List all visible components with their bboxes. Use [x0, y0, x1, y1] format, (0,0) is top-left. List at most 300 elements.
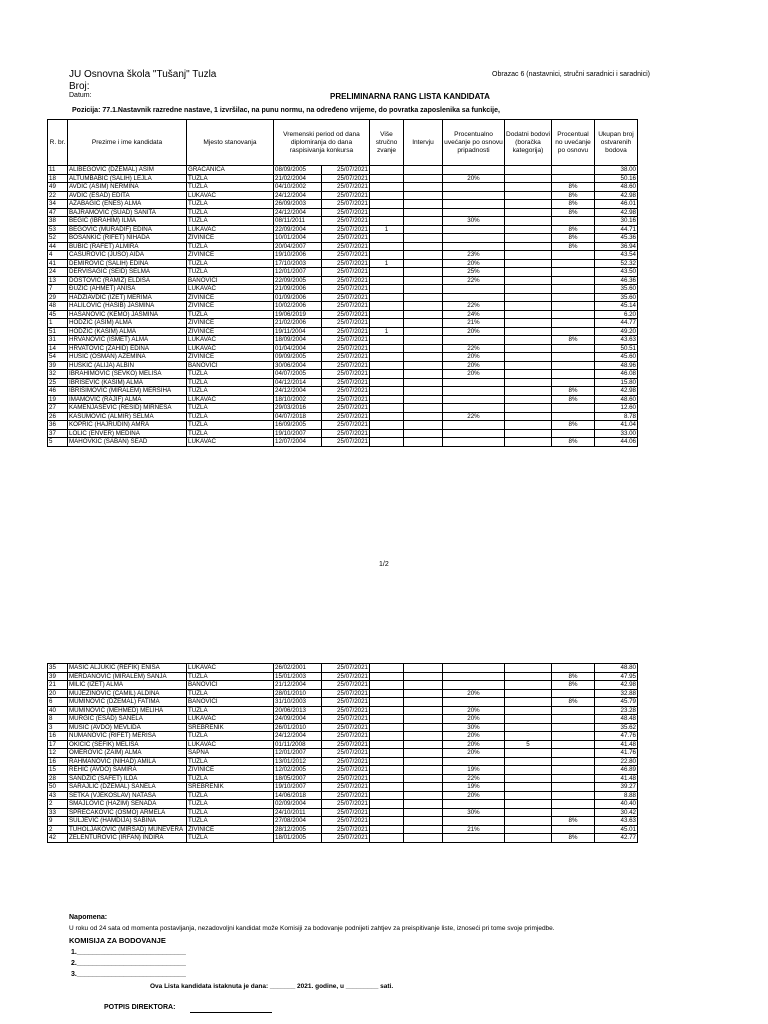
cell-ime: ZELENTUROVIĆ (IRFAN) INDIRA	[68, 834, 187, 843]
cell-date-konkurs: 25/07/2021	[322, 732, 370, 741]
cell-rbr: 42	[48, 834, 68, 843]
cell-date-konkurs: 25/07/2021	[322, 740, 370, 749]
cell-vise	[370, 698, 404, 707]
cell-date-diploma: 01/04/2004	[274, 344, 322, 353]
cell-date-konkurs: 25/07/2021	[322, 208, 370, 217]
cell-mjesto: SREBRENIK	[187, 783, 274, 792]
table-row	[48, 723, 638, 732]
cell-rbr: 18	[48, 174, 68, 183]
cell-proc2	[552, 757, 595, 766]
cell-intervju	[404, 310, 443, 319]
cell-proc: 20%	[443, 791, 505, 800]
col-header-bodovi: Dodatni bodovi (boračka kategorija)	[505, 120, 552, 166]
pozicija-text: Pozicija: 77.1.Nastavnik razredne nastave, 1 izvršilac, na punu normu, na određeno vrijeme, do povratka zaposlenika sa funkcije,	[72, 107, 500, 114]
cell-mjesto: TUZLA	[187, 817, 274, 826]
cell-bodovi	[505, 715, 552, 724]
cell-date-diploma: 14/06/2018	[274, 791, 322, 800]
cell-ukupan: 45.79	[595, 698, 638, 707]
table-row	[48, 732, 638, 741]
cell-mjesto: LUKAVAC	[187, 285, 274, 294]
cell-proc	[443, 698, 505, 707]
cell-date-diploma: 24/12/2004	[274, 387, 322, 396]
cell-vise	[370, 757, 404, 766]
cell-ukupan: 36.94	[595, 242, 638, 251]
cell-proc	[443, 208, 505, 217]
cell-rbr: 28	[48, 774, 68, 783]
cell-proc: 20%	[443, 706, 505, 715]
cell-bodovi	[505, 259, 552, 268]
cell-rbr: 11	[48, 166, 68, 175]
cell-proc	[443, 387, 505, 396]
cell-bodovi	[505, 774, 552, 783]
cell-bodovi	[505, 293, 552, 302]
cell-rbr: 51	[48, 327, 68, 336]
cell-intervju	[404, 825, 443, 834]
table-row	[48, 268, 638, 277]
cell-vise	[370, 783, 404, 792]
cell-rbr: 39	[48, 672, 68, 681]
cell-vise	[370, 336, 404, 345]
cell-mjesto: TUZLA	[187, 689, 274, 698]
cell-ukupan: 35.60	[595, 293, 638, 302]
table-row	[48, 174, 638, 183]
cell-ime: KAMENJAŠEVIĆ (REŠID) MIRNESA	[68, 404, 187, 413]
cell-date-diploma: 29/03/2016	[274, 404, 322, 413]
cell-intervju	[404, 723, 443, 732]
cell-mjesto: TUZLA	[187, 421, 274, 430]
cell-date-diploma: 26/02/2001	[274, 664, 322, 673]
cell-proc2: 8%	[552, 242, 595, 251]
cell-rbr: 6	[48, 698, 68, 707]
cell-mjesto: TUZLA	[187, 672, 274, 681]
cell-rbr: 35	[48, 664, 68, 673]
cell-proc2	[552, 302, 595, 311]
cell-vise	[370, 174, 404, 183]
cell-proc: 21%	[443, 319, 505, 328]
cell-proc2: 8%	[552, 438, 595, 447]
cell-mjesto: ŽIVINICE	[187, 302, 274, 311]
cell-mjesto: TUZLA	[187, 242, 274, 251]
cell-date-diploma: 21/02/2004	[274, 174, 322, 183]
cell-vise	[370, 808, 404, 817]
cell-ime: DERVIŠAGIĆ (SEID) SELMA	[68, 268, 187, 277]
cell-date-konkurs: 25/07/2021	[322, 808, 370, 817]
cell-rbr: 32	[48, 370, 68, 379]
cell-ukupan: 42.77	[595, 834, 638, 843]
cell-ime: BEGOVIĆ (MURADIF) EDINA	[68, 225, 187, 234]
cell-date-konkurs: 25/07/2021	[322, 344, 370, 353]
cell-bodovi	[505, 689, 552, 698]
table-row	[48, 353, 638, 362]
cell-proc	[443, 242, 505, 251]
cell-date-konkurs: 25/07/2021	[322, 766, 370, 775]
cell-proc	[443, 438, 505, 447]
cell-intervju	[404, 404, 443, 413]
cell-vise	[370, 774, 404, 783]
cell-intervju	[404, 438, 443, 447]
cell-intervju	[404, 732, 443, 741]
cell-rbr: 4	[48, 251, 68, 260]
cell-date-diploma: 24/12/2004	[274, 191, 322, 200]
cell-date-konkurs: 25/07/2021	[322, 353, 370, 362]
cell-date-konkurs: 25/07/2021	[322, 412, 370, 421]
cell-ukupan: 45.36	[595, 234, 638, 243]
cell-ime: MUMINOVIĆ (MEHMED) MELIHA	[68, 706, 187, 715]
rank-table-page-2	[47, 663, 638, 843]
cell-date-konkurs: 25/07/2021	[322, 757, 370, 766]
cell-date-konkurs: 25/07/2021	[322, 706, 370, 715]
cell-ukupan: 44.06	[595, 438, 638, 447]
table-row	[48, 276, 638, 285]
cell-proc: 22%	[443, 276, 505, 285]
cell-vise	[370, 412, 404, 421]
cell-rbr: 29	[48, 293, 68, 302]
table-row	[48, 429, 638, 438]
cell-rbr: 44	[48, 242, 68, 251]
napomena-heading: Napomena:	[69, 914, 108, 921]
cell-date-konkurs: 25/07/2021	[322, 234, 370, 243]
cell-ime: MURGIĆ (ESAD) SANELA	[68, 715, 187, 724]
cell-rbr: 14	[48, 344, 68, 353]
cell-proc2	[552, 664, 595, 673]
cell-proc	[443, 234, 505, 243]
cell-proc2	[552, 706, 595, 715]
cell-ukupan: 8.78	[595, 412, 638, 421]
cell-date-diploma: 08/11/2011	[274, 217, 322, 226]
cell-proc2	[552, 715, 595, 724]
potpis-signature-line	[190, 1012, 272, 1013]
table-row	[48, 672, 638, 681]
cell-ukupan: 47.76	[595, 732, 638, 741]
cell-proc2	[552, 740, 595, 749]
cell-bodovi	[505, 166, 552, 175]
cell-proc2	[552, 174, 595, 183]
cell-proc2	[552, 361, 595, 370]
cell-ime: KASUMOVIĆ (ALMIR) SELMA	[68, 412, 187, 421]
table-row	[48, 361, 638, 370]
cell-bodovi	[505, 217, 552, 226]
cell-proc2: 8%	[552, 672, 595, 681]
cell-date-konkurs: 25/07/2021	[322, 225, 370, 234]
cell-proc2: 8%	[552, 395, 595, 404]
cell-proc2	[552, 259, 595, 268]
cell-proc2	[552, 293, 595, 302]
cell-vise	[370, 834, 404, 843]
lista-istaknuta-text: Ova Lista kandidata istaknuta je dana: _______ 2021. godine, u _________ sati.	[150, 983, 394, 990]
cell-rbr: 36	[48, 421, 68, 430]
cell-vise	[370, 672, 404, 681]
cell-bodovi	[505, 766, 552, 775]
cell-bodovi	[505, 319, 552, 328]
cell-date-konkurs: 25/07/2021	[322, 378, 370, 387]
cell-bodovi	[505, 336, 552, 345]
cell-ime: BOSANKIĆ (RIFET) NIHADA	[68, 234, 187, 243]
cell-vise	[370, 438, 404, 447]
cell-intervju	[404, 387, 443, 396]
cell-rbr: 26	[48, 412, 68, 421]
cell-proc2: 8%	[552, 234, 595, 243]
cell-ukupan: 48.60	[595, 183, 638, 192]
cell-date-konkurs: 25/07/2021	[322, 421, 370, 430]
cell-mjesto: TUZLA	[187, 259, 274, 268]
table-row	[48, 200, 638, 209]
cell-proc2	[552, 774, 595, 783]
cell-ukupan: 49.20	[595, 327, 638, 336]
cell-date-diploma: 24/10/2011	[274, 808, 322, 817]
cell-intervju	[404, 191, 443, 200]
cell-bodovi	[505, 664, 552, 673]
cell-vise	[370, 285, 404, 294]
cell-date-konkurs: 25/07/2021	[322, 791, 370, 800]
cell-proc	[443, 200, 505, 209]
cell-mjesto: TUZLA	[187, 268, 274, 277]
cell-mjesto: TUZLA	[187, 757, 274, 766]
cell-intervju	[404, 336, 443, 345]
cell-ukupan: 41.48	[595, 740, 638, 749]
table-row	[48, 242, 638, 251]
cell-proc2	[552, 749, 595, 758]
cell-rbr: 20	[48, 689, 68, 698]
cell-date-diploma: 28/12/2005	[274, 825, 322, 834]
cell-vise	[370, 200, 404, 209]
cell-proc	[443, 429, 505, 438]
table-row	[48, 740, 638, 749]
cell-intervju	[404, 183, 443, 192]
cell-bodovi	[505, 706, 552, 715]
cell-bodovi	[505, 327, 552, 336]
cell-vise	[370, 421, 404, 430]
table-row	[48, 421, 638, 430]
table-row	[48, 774, 638, 783]
cell-proc: 30%	[443, 217, 505, 226]
cell-mjesto: TUZLA	[187, 208, 274, 217]
cell-date-konkurs: 25/07/2021	[322, 681, 370, 690]
cell-date-diploma: 12/01/2007	[274, 268, 322, 277]
cell-ime: HRVATOVIĆ (ZAHID) EDINA	[68, 344, 187, 353]
cell-intervju	[404, 344, 443, 353]
cell-rbr: 27	[48, 404, 68, 413]
cell-rbr: 40	[48, 706, 68, 715]
cell-proc	[443, 225, 505, 234]
cell-vise	[370, 234, 404, 243]
komisija-heading: KOMISIJA ZA BODOVANJE	[69, 936, 166, 945]
cell-date-konkurs: 25/07/2021	[322, 817, 370, 826]
cell-intervju	[404, 740, 443, 749]
cell-mjesto: BANOVIĆI	[187, 698, 274, 707]
cell-proc	[443, 681, 505, 690]
cell-ukupan: 30.42	[595, 808, 638, 817]
cell-date-konkurs: 25/07/2021	[322, 438, 370, 447]
cell-bodovi	[505, 370, 552, 379]
cell-rbr: 39	[48, 361, 68, 370]
cell-date-konkurs: 25/07/2021	[322, 404, 370, 413]
cell-intervju	[404, 429, 443, 438]
cell-ukupan: 48.60	[595, 395, 638, 404]
cell-ukupan: 8.88	[595, 791, 638, 800]
cell-rbr: 54	[48, 353, 68, 362]
cell-date-konkurs: 25/07/2021	[322, 689, 370, 698]
cell-mjesto: LUKAVAC	[187, 395, 274, 404]
cell-intervju	[404, 808, 443, 817]
cell-proc: 22%	[443, 774, 505, 783]
cell-date-konkurs: 25/07/2021	[322, 191, 370, 200]
cell-rbr: 1	[48, 319, 68, 328]
cell-proc: 20%	[443, 259, 505, 268]
cell-rbr: 13	[48, 276, 68, 285]
cell-proc: 20%	[443, 353, 505, 362]
cell-date-diploma: 30/06/2004	[274, 361, 322, 370]
cell-intervju	[404, 293, 443, 302]
table-row	[48, 251, 638, 260]
cell-date-diploma: 12/07/2004	[274, 438, 322, 447]
cell-ime: KOPRIĆ (HAJRUDIN) AMRA	[68, 421, 187, 430]
cell-mjesto: ŽIVINICE	[187, 234, 274, 243]
cell-ime: HODŽIĆ (KASIM) ALMA	[68, 327, 187, 336]
cell-ukupan: 47.95	[595, 672, 638, 681]
cell-rbr: 49	[48, 183, 68, 192]
cell-ime: ĐUZIĆ (AHMET) ANISA	[68, 285, 187, 294]
cell-rbr: 2	[48, 825, 68, 834]
cell-ime: IMAMOVIĆ (RAJIF) ALMA	[68, 395, 187, 404]
cell-rbr: 19	[48, 395, 68, 404]
cell-mjesto: TUZLA	[187, 429, 274, 438]
cell-bodovi	[505, 208, 552, 217]
cell-vise	[370, 404, 404, 413]
cell-intervju	[404, 698, 443, 707]
cell-rbr: 50	[48, 783, 68, 792]
cell-rbr: 5	[48, 438, 68, 447]
cell-proc2	[552, 404, 595, 413]
cell-ukupan: 46.01	[595, 200, 638, 209]
cell-mjesto: BANOVIĆI	[187, 276, 274, 285]
cell-vise	[370, 361, 404, 370]
col-header-proc2: Procentual no uvećanje po osnovu	[552, 120, 595, 166]
cell-date-diploma: 21/12/2004	[274, 681, 322, 690]
cell-intervju	[404, 174, 443, 183]
cell-vise	[370, 217, 404, 226]
cell-intervju	[404, 766, 443, 775]
table-row	[48, 689, 638, 698]
cell-ime: AVDIĆ (ASIM) NERMINA	[68, 183, 187, 192]
cell-bodovi	[505, 672, 552, 681]
cell-intervju	[404, 412, 443, 421]
cell-date-diploma: 24/12/2004	[274, 732, 322, 741]
cell-date-konkurs: 25/07/2021	[322, 310, 370, 319]
cell-ime: AZABAGIĆ (ENES) ALMA	[68, 200, 187, 209]
cell-rbr: 33	[48, 808, 68, 817]
cell-vise	[370, 740, 404, 749]
table-row	[48, 208, 638, 217]
table-row	[48, 664, 638, 673]
cell-proc2	[552, 353, 595, 362]
cell-date-konkurs: 25/07/2021	[322, 723, 370, 732]
table-row	[48, 412, 638, 421]
cell-intervju	[404, 817, 443, 826]
cell-date-diploma: 21/02/2006	[274, 319, 322, 328]
cell-proc: 23%	[443, 251, 505, 260]
cell-vise: 1	[370, 259, 404, 268]
cell-bodovi	[505, 174, 552, 183]
cell-intervju	[404, 689, 443, 698]
cell-date-konkurs: 25/07/2021	[322, 698, 370, 707]
cell-ukupan: 41.04	[595, 421, 638, 430]
cell-mjesto: ŽIVINICE	[187, 327, 274, 336]
komisija-line-2: 2.____________________________	[71, 960, 186, 967]
table-row	[48, 404, 638, 413]
cell-intervju	[404, 242, 443, 251]
cell-proc2	[552, 732, 595, 741]
table-row	[48, 234, 638, 243]
cell-vise	[370, 395, 404, 404]
cell-date-konkurs: 25/07/2021	[322, 259, 370, 268]
cell-date-diploma: 19/06/2019	[274, 310, 322, 319]
cell-proc2: 8%	[552, 834, 595, 843]
table-row	[48, 285, 638, 294]
cell-date-diploma: 21/09/2006	[274, 285, 322, 294]
cell-bodovi	[505, 429, 552, 438]
cell-vise	[370, 242, 404, 251]
cell-ukupan: 48.48	[595, 715, 638, 724]
cell-date-diploma: 18/09/2004	[274, 336, 322, 345]
cell-bodovi	[505, 387, 552, 396]
cell-ukupan: 40.40	[595, 800, 638, 809]
cell-intervju	[404, 353, 443, 362]
cell-proc: 19%	[443, 783, 505, 792]
table-row	[48, 293, 638, 302]
cell-mjesto: SREBRENIK	[187, 723, 274, 732]
cell-ukupan: 46.89	[595, 766, 638, 775]
datum-label: Datum:	[69, 92, 92, 99]
cell-mjesto: TUZLA	[187, 404, 274, 413]
cell-bodovi	[505, 681, 552, 690]
cell-date-diploma: 15/01/2003	[274, 672, 322, 681]
cell-proc	[443, 395, 505, 404]
cell-mjesto: ŽIVINICE	[187, 353, 274, 362]
cell-ukupan: 41.76	[595, 749, 638, 758]
cell-mjesto: TUZLA	[187, 706, 274, 715]
cell-ime: SULJEVIĆ (HAMDIJA) SABINA	[68, 817, 187, 826]
cell-ukupan: 35.60	[595, 285, 638, 294]
cell-proc: 19%	[443, 766, 505, 775]
cell-vise	[370, 319, 404, 328]
cell-ukupan: 22.80	[595, 757, 638, 766]
cell-date-diploma: 20/06/2013	[274, 706, 322, 715]
cell-date-konkurs: 25/07/2021	[322, 319, 370, 328]
cell-date-diploma: 18/10/2002	[274, 395, 322, 404]
col-header-proc: Procentualno uvećanje po osnovu pripadnosti	[443, 120, 505, 166]
cell-ukupan: 23.28	[595, 706, 638, 715]
cell-rbr: 37	[48, 429, 68, 438]
cell-bodovi	[505, 757, 552, 766]
cell-proc	[443, 336, 505, 345]
cell-bodovi	[505, 438, 552, 447]
cell-proc2: 8%	[552, 681, 595, 690]
table-row	[48, 344, 638, 353]
cell-date-diploma: 28/01/2010	[274, 689, 322, 698]
cell-intervju	[404, 834, 443, 843]
cell-ime: OMEROVIĆ (ZAIM) ALMA	[68, 749, 187, 758]
cell-mjesto: ŽIVINICE	[187, 319, 274, 328]
cell-date-konkurs: 25/07/2021	[322, 200, 370, 209]
cell-ime: MAHOVKIĆ (ŠABAN) SEAD	[68, 438, 187, 447]
cell-intervju	[404, 791, 443, 800]
cell-intervju	[404, 200, 443, 209]
cell-proc: 20%	[443, 689, 505, 698]
cell-proc	[443, 183, 505, 192]
cell-ime: HALILOVIĆ (HASIB) JASMINA	[68, 302, 187, 311]
cell-proc2	[552, 791, 595, 800]
cell-vise	[370, 387, 404, 396]
